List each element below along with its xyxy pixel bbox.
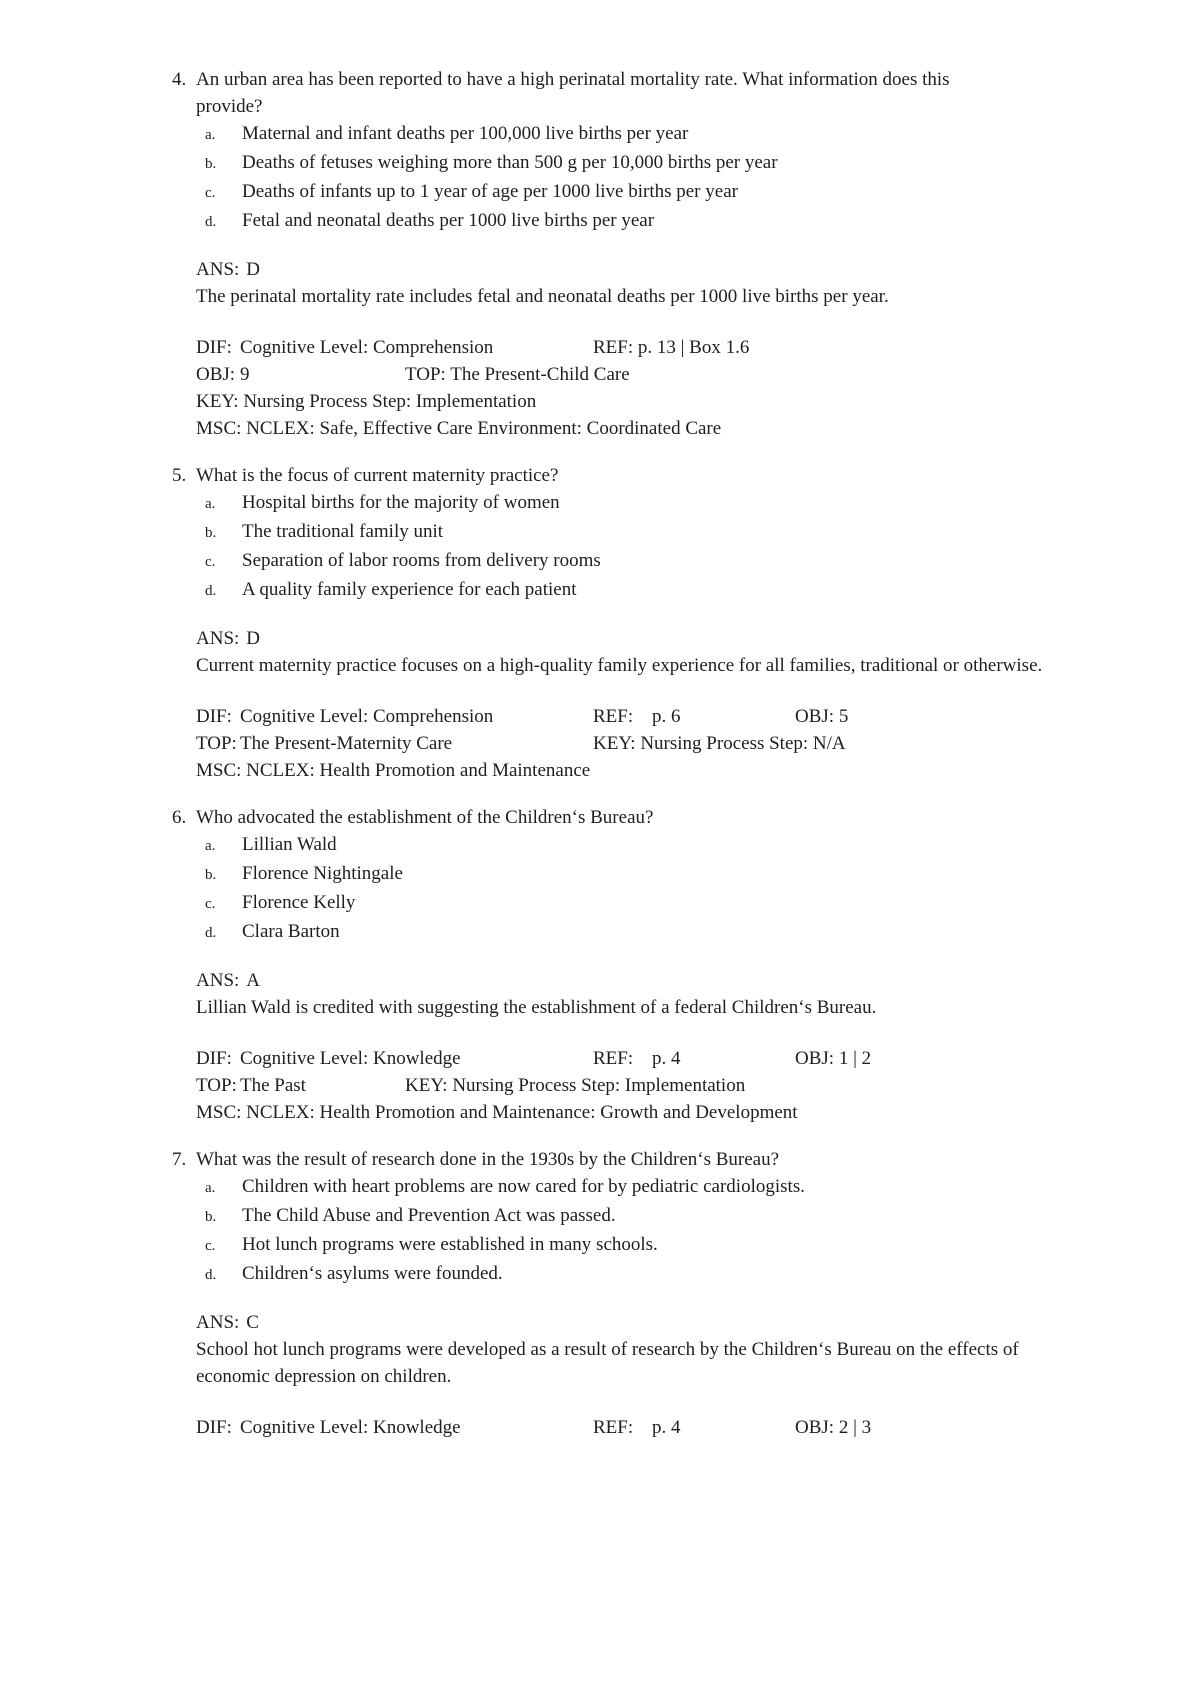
meta-msc: MSC: NCLEX: Health Promotion and Maintenance: [196, 760, 591, 781]
answer-option: [205, 831, 1192, 860]
question-text: What was the result of research done in the 1930s by the Children‘s Bureau?: [196, 1149, 780, 1170]
rationale-text: Lillian Wald is credited with suggesting the establishment of a federal Children‘s Bureau.: [196, 997, 877, 1018]
meta-row: [196, 1045, 1192, 1072]
meta-dif-value: Cognitive Level: Comprehension: [240, 337, 494, 358]
answer-option: [205, 178, 1192, 207]
question-block: [0, 66, 1192, 442]
meta-row: [196, 1414, 1192, 1441]
answer-option: [205, 860, 1192, 889]
option-letter: c.: [205, 185, 216, 201]
option-text: Fetal and neonatal deaths per 1000 live births per year: [242, 210, 655, 231]
meta-obj-label: OBJ:: [196, 364, 236, 385]
meta-ref-label: REF:: [593, 1048, 634, 1069]
option-letter: b.: [205, 525, 217, 541]
meta-dif-label: DIF:: [196, 1417, 232, 1438]
meta-msc: MSC: NCLEX: Safe, Effective Care Environment: Coordinated Care: [196, 418, 722, 439]
answer-row: [196, 625, 1192, 652]
option-letter: a.: [205, 496, 216, 512]
answer-row: [196, 1309, 1192, 1336]
rationale-text: The perinatal mortality rate includes fetal and neonatal deaths per 1000 live births per year.: [196, 286, 889, 307]
option-letter: d.: [205, 214, 217, 230]
meta-row: [196, 361, 1192, 388]
meta-block: [196, 703, 1192, 784]
option-letter: c.: [205, 554, 216, 570]
option-text: A quality family experience for each patient: [242, 579, 577, 600]
meta-row: [196, 703, 1192, 730]
answer-option: [205, 120, 1192, 149]
option-letter: a.: [205, 1180, 216, 1196]
meta-ref-value: p. 4: [652, 1417, 681, 1438]
answer-option: [205, 207, 1192, 236]
answer-option: [205, 1260, 1192, 1289]
answer-row: [196, 256, 1192, 283]
answer-value: A: [246, 970, 261, 991]
option-letter: b.: [205, 867, 217, 883]
option-text: Children with heart problems are now cared for by pediatric cardiologists.: [242, 1176, 805, 1197]
answer-option: [205, 518, 1192, 547]
question-text: Who advocated the establishment of the Children‘s Bureau?: [196, 807, 654, 828]
question-number: 7.: [172, 1149, 187, 1170]
answer-option: [205, 1202, 1192, 1231]
meta-top-label: TOP:: [196, 733, 237, 754]
option-letter: d.: [205, 583, 217, 599]
option-letter: b.: [205, 156, 217, 172]
meta-row: [196, 1072, 1192, 1099]
meta-top-value: The Present-Maternity Care: [240, 733, 453, 754]
answer-option: [205, 918, 1192, 947]
option-text: The traditional family unit: [242, 521, 444, 542]
answer-option: [205, 547, 1192, 576]
meta-ref: REF: p. 13 | Box 1.6: [593, 337, 750, 358]
answer-option: [205, 889, 1192, 918]
question-number: 6.: [172, 807, 187, 828]
meta-row: [196, 1099, 1192, 1126]
question-text: An urban area has been reported to have a high perinatal mortality rate. What information does this provide?: [196, 69, 950, 117]
meta-obj: OBJ: 1 | 2: [795, 1048, 872, 1069]
meta-obj: OBJ: 5: [795, 706, 849, 727]
option-letter: c.: [205, 1238, 216, 1254]
option-letter: d.: [205, 1267, 217, 1283]
meta-dif-label: DIF:: [196, 706, 232, 727]
meta-row: [196, 730, 1192, 757]
option-letter: a.: [205, 127, 216, 143]
meta-obj: OBJ: 2 | 3: [795, 1417, 872, 1438]
meta-key: KEY: Nursing Process Step: Implementation: [196, 391, 537, 412]
meta-row: [196, 415, 1192, 442]
meta-dif-value: Cognitive Level: Comprehension: [240, 706, 494, 727]
option-text: Florence Kelly: [242, 892, 356, 913]
question-row: [0, 66, 1192, 120]
meta-block: [196, 1045, 1192, 1126]
answer-label: ANS:: [196, 259, 240, 280]
option-text: The Child Abuse and Prevention Act was passed.: [242, 1205, 616, 1226]
meta-ref-label: REF:: [593, 1417, 634, 1438]
option-letter: b.: [205, 1209, 217, 1225]
meta-ref-label: REF:: [593, 706, 634, 727]
meta-key: KEY: Nursing Process Step: N/A: [593, 733, 846, 754]
option-text: Maternal and infant deaths per 100,000 live births per year: [242, 123, 689, 144]
option-text: Deaths of fetuses weighing more than 500 g per 10,000 births per year: [242, 152, 778, 173]
question-row: [0, 804, 1192, 831]
meta-msc: MSC: NCLEX: Health Promotion and Maintenance: Growth and Development: [196, 1102, 798, 1123]
meta-top-label: TOP:: [196, 1075, 237, 1096]
answer-value: D: [246, 259, 261, 280]
meta-block: [196, 334, 1192, 442]
meta-row: [196, 757, 1192, 784]
answer-label: ANS:: [196, 628, 240, 649]
option-text: Children‘s asylums were founded.: [242, 1263, 503, 1284]
question-number: 5.: [172, 465, 187, 486]
meta-block: [196, 1414, 1192, 1441]
meta-ref-value: p. 4: [652, 1048, 681, 1069]
meta-dif-value: Cognitive Level: Knowledge: [240, 1048, 461, 1069]
option-letter: c.: [205, 896, 216, 912]
answer-option: [205, 489, 1192, 518]
meta-obj-value: 9: [240, 364, 250, 385]
option-letter: a.: [205, 838, 216, 854]
meta-key: KEY: Nursing Process Step: Implementation: [405, 1075, 746, 1096]
option-text: Clara Barton: [242, 921, 340, 942]
answer-option: [205, 1173, 1192, 1202]
answer-option: [205, 149, 1192, 178]
question-row: [0, 1146, 1192, 1173]
option-text: Lillian Wald: [242, 834, 337, 855]
answer-value: D: [246, 628, 261, 649]
rationale-text: Current maternity practice focuses on a high-quality family experience for all families, traditional or otherwise.: [196, 655, 1043, 676]
meta-dif-label: DIF:: [196, 337, 232, 358]
option-text: Florence Nightingale: [242, 863, 403, 884]
meta-top: TOP: The Present-Child Care: [405, 364, 630, 385]
meta-dif-value: Cognitive Level: Knowledge: [240, 1417, 461, 1438]
meta-dif-label: DIF:: [196, 1048, 232, 1069]
question-text: What is the focus of current maternity practice?: [196, 465, 559, 486]
question-block: [0, 462, 1192, 784]
rationale-text: School hot lunch programs were developed as a result of research by the Children‘s Bureau on the effects of economic depression on children.: [196, 1339, 1019, 1387]
meta-top-value: The Past: [240, 1075, 306, 1096]
answer-option: [205, 576, 1192, 605]
question-block: [0, 1146, 1192, 1441]
option-letter: d.: [205, 925, 217, 941]
answer-option: [205, 1231, 1192, 1260]
question-block: [0, 804, 1192, 1126]
option-text: Separation of labor rooms from delivery rooms: [242, 550, 601, 571]
option-text: Hospital births for the majority of women: [242, 492, 560, 513]
answer-value: C: [246, 1312, 259, 1333]
answer-label: ANS:: [196, 1312, 240, 1333]
answer-row: [196, 967, 1192, 994]
answer-label: ANS:: [196, 970, 240, 991]
option-text: Hot lunch programs were established in many schools.: [242, 1234, 658, 1255]
question-row: [0, 462, 1192, 489]
meta-ref-value: p. 6: [652, 706, 681, 727]
meta-row: [196, 388, 1192, 415]
meta-row: [196, 334, 1192, 361]
question-number: 4.: [172, 69, 187, 90]
option-text: Deaths of infants up to 1 year of age per 1000 live births per year: [242, 181, 738, 202]
